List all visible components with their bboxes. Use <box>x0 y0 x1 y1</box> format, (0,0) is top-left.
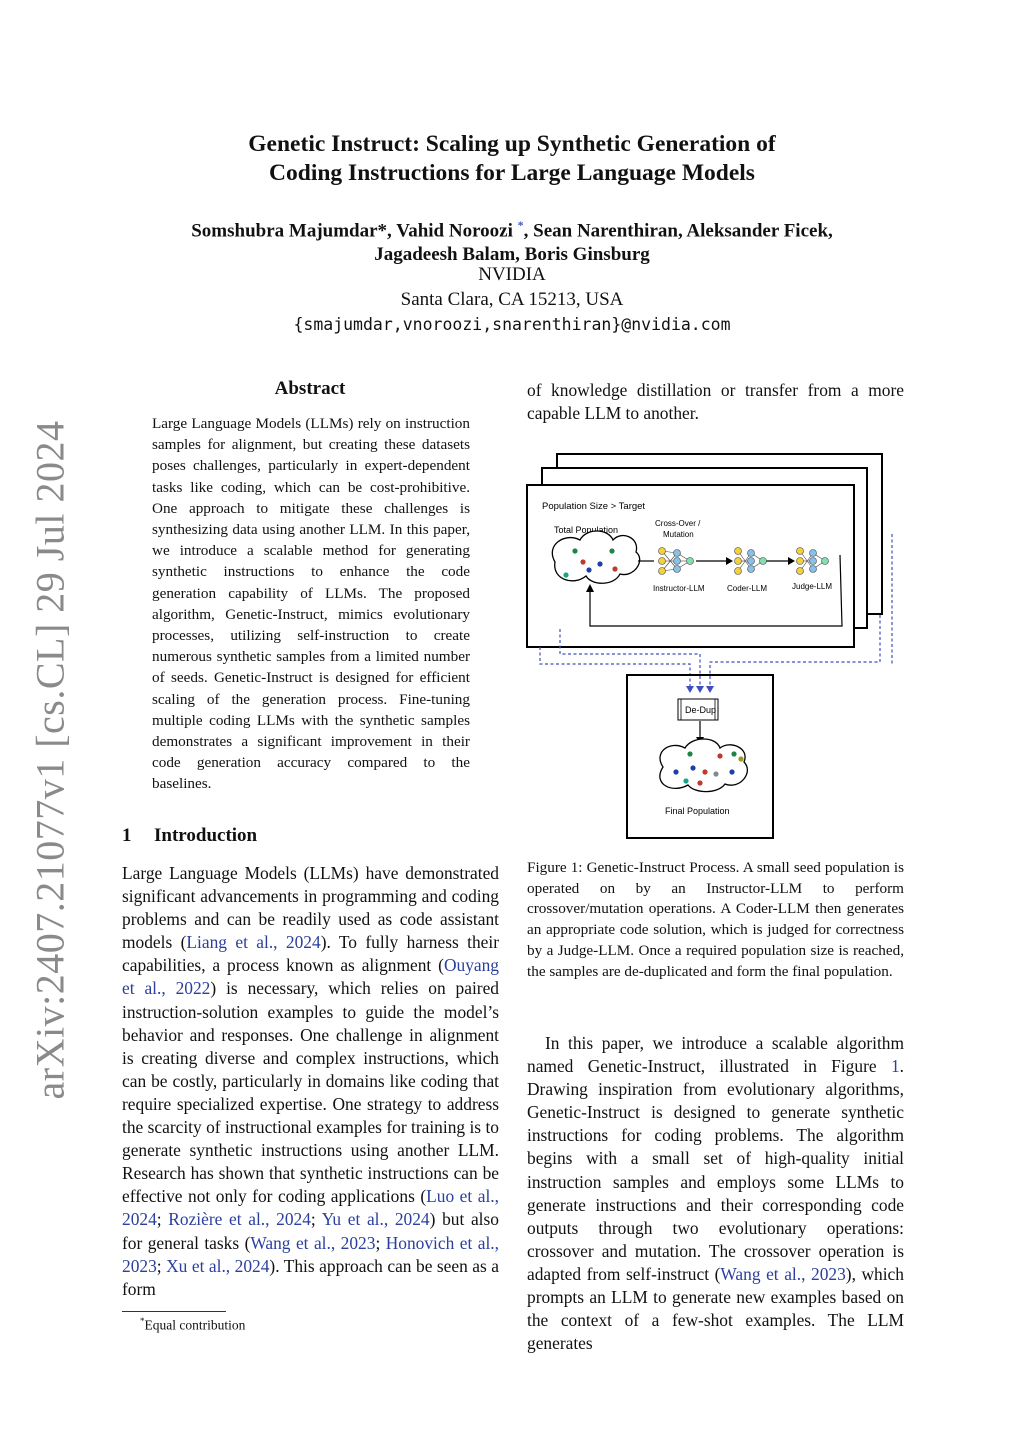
footnote-text: Equal contribution <box>144 1317 246 1333</box>
dedup-label: De-Dup <box>685 705 717 715</box>
total-population-label: Total Population <box>554 525 619 535</box>
email: {smajumdar,vnoroozi,snarenthiran}@nvidia.com <box>293 315 731 334</box>
abstract-title: Abstract <box>274 378 346 399</box>
right-body-paragraph <box>527 1032 904 1355</box>
citation-link[interactable]: Luo et al., 2024 <box>122 1186 499 1230</box>
citation-link[interactable]: Wang et al., 2023 <box>250 1232 376 1253</box>
intro-text: ). To fully harness their capabilities, a process known as alignment ( <box>122 932 499 976</box>
citation-link[interactable]: Ouyang et al., 2022 <box>122 955 499 999</box>
body-text: ), which prompts an LLM to generate new examples based on the context of a few-shot examples. The LLM generates <box>527 1263 904 1354</box>
location: Santa Clara, CA 15213, USA <box>400 289 624 310</box>
figure-caption <box>527 858 904 982</box>
section-number: 1 <box>122 825 132 846</box>
affiliation: NVIDIA <box>478 264 546 285</box>
arxiv-stamp <box>20 420 80 1100</box>
citation-link[interactable]: Xu et al., 2024 <box>166 1255 270 1276</box>
dedup-arrowhead <box>696 686 704 693</box>
caption-label: Figure 1: <box>527 859 583 876</box>
authors <box>0 213 1024 267</box>
right-column-continuation: of knowledge distillation or transfer from a more capable LLM to another. <box>527 380 904 424</box>
judge-llm-label: Judge-LLM <box>792 582 833 591</box>
dedup-arrowhead <box>706 686 714 693</box>
citation-link[interactable]: Yu et al., 2024 <box>321 1209 430 1230</box>
intro-text: ) but also for general tasks ( <box>122 1209 499 1253</box>
arxiv-stamp-text: arXiv:2407.21077v1 [cs.CL] 29 Jul 2024 <box>27 420 73 1100</box>
citation-link[interactable]: Wang et al., 2023 <box>720 1263 846 1284</box>
authors-line-2: Jagadeesh Balam, Boris Ginsburg <box>374 244 650 266</box>
final-population-cloud <box>660 739 748 792</box>
intro-text: ). This approach can be seen as a form <box>122 1255 499 1299</box>
footnote-mark: * <box>140 1316 145 1326</box>
intro-text: ; <box>310 1209 322 1230</box>
caption-text: Genetic-Instruct Process. A small seed population is operated on by an Instructor-LLM to perform crossover/mutation operations. A Coder-LLM then generates an appropriate code solution, which is judged for correctness by a Judge-LLM. Once a required population size is reached, the samples are de-duplicated and form the final population. <box>527 859 904 980</box>
intro-text: ) is necessary, which relies on paired instruction-solution examples to guide the model’s behavior and responses. One challenge in alignment is creating diverse and complex instructions, which can be costly, particularly in domains like coding that require specialized expertise. One strategy to address the scarcity of instructional examples for training is to generate synthetic instructions using another LLM. Research has shown that synthetic instructions can be effective not only for coding applications ( <box>122 978 499 1207</box>
dedup-arrowhead <box>686 686 694 693</box>
final-population-label: Final Population <box>665 806 730 816</box>
figure-1 <box>520 450 900 850</box>
crossover-label-line-1: Cross-Over / <box>655 519 701 528</box>
instructor-llm-label: Instructor-LLM <box>653 584 705 593</box>
figure-1-diagram <box>520 450 900 845</box>
authors-line-1 <box>0 213 1024 243</box>
footnote <box>140 1316 245 1334</box>
authors-line-1-a: Somshubra Majumdar*, Vahid Noroozi <box>191 220 518 242</box>
affiliation-block <box>0 262 1024 337</box>
intro-text: ; <box>156 1255 167 1276</box>
abstract-text: Large Language Models (LLMs) rely on instruction samples for alignment, but creating these datasets poses challenges, particularly in expert-dependent tasks like coding, which can be cost-prohibitive. One approach to mitigate these challenges is synthesizing data using another LLM. In this paper, we introduce a scalable method for generating synthetic instructions to enhance the code generation capability of LLMs. The proposed algorithm, Genetic-Instruct, mimics evolutionary processes, utilizing self-instruction to create numerous synthetic samples from a limited number of seeds. Genetic-Instruct is designed for efficient scaling of the generation process. Fine-tuning multiple coding LLMs with the synthetic samples demonstrates a significant improvement in their code generation accuracy compared to the baselines. <box>152 415 470 793</box>
body-text: . Drawing inspiration from evolutionary algorithms, Genetic-Instruct is designed to generate synthetic instructions for coding problems. The algorithm begins with a small set of high-quality initial instruction samples and employs some LLMs to generate instructions and their corresponding code outputs through two evolutionary operations: crossover and mutation. The crossover operation is adapted from self-instruct ( <box>527 1056 904 1284</box>
title-line-2: Coding Instructions for Large Language Models <box>269 160 755 186</box>
crossover-label-line-2: Mutation <box>663 530 694 539</box>
intro-text: ; <box>156 1209 169 1230</box>
citation-link[interactable]: Rozière et al., 2024 <box>168 1209 311 1230</box>
authors-sup-mark: * <box>517 218 524 232</box>
intro-paragraph <box>122 862 499 1301</box>
coder-llm-label: Coder-LLM <box>727 584 768 593</box>
intro-text: Large Language Models (LLMs) have demonstrated significant advancements in programming and coding problems and can be readily used as code assistant models ( <box>122 863 499 953</box>
population-size-label: Population Size > Target <box>542 501 646 512</box>
citation-link[interactable]: Liang et al., 2024 <box>186 932 321 953</box>
figure-ref-link[interactable]: 1 <box>890 1056 900 1077</box>
paper-title <box>0 130 1024 188</box>
footnote-rule <box>122 1311 226 1312</box>
section-title: Introduction <box>154 825 258 846</box>
intro-text: ; <box>375 1232 386 1253</box>
body-text: In this paper, we introduce a scalable algorithm named Genetic-Instruct, illustrated in Figure <box>527 1033 904 1077</box>
citation-link[interactable]: Honovich et al., 2023 <box>122 1232 499 1276</box>
authors-line-1-b: , Sean Narenthiran, Aleksander Ficek, <box>523 220 833 242</box>
title-line-1: Genetic Instruct: Scaling up Synthetic Generation of <box>248 131 776 157</box>
section-heading <box>122 825 257 847</box>
